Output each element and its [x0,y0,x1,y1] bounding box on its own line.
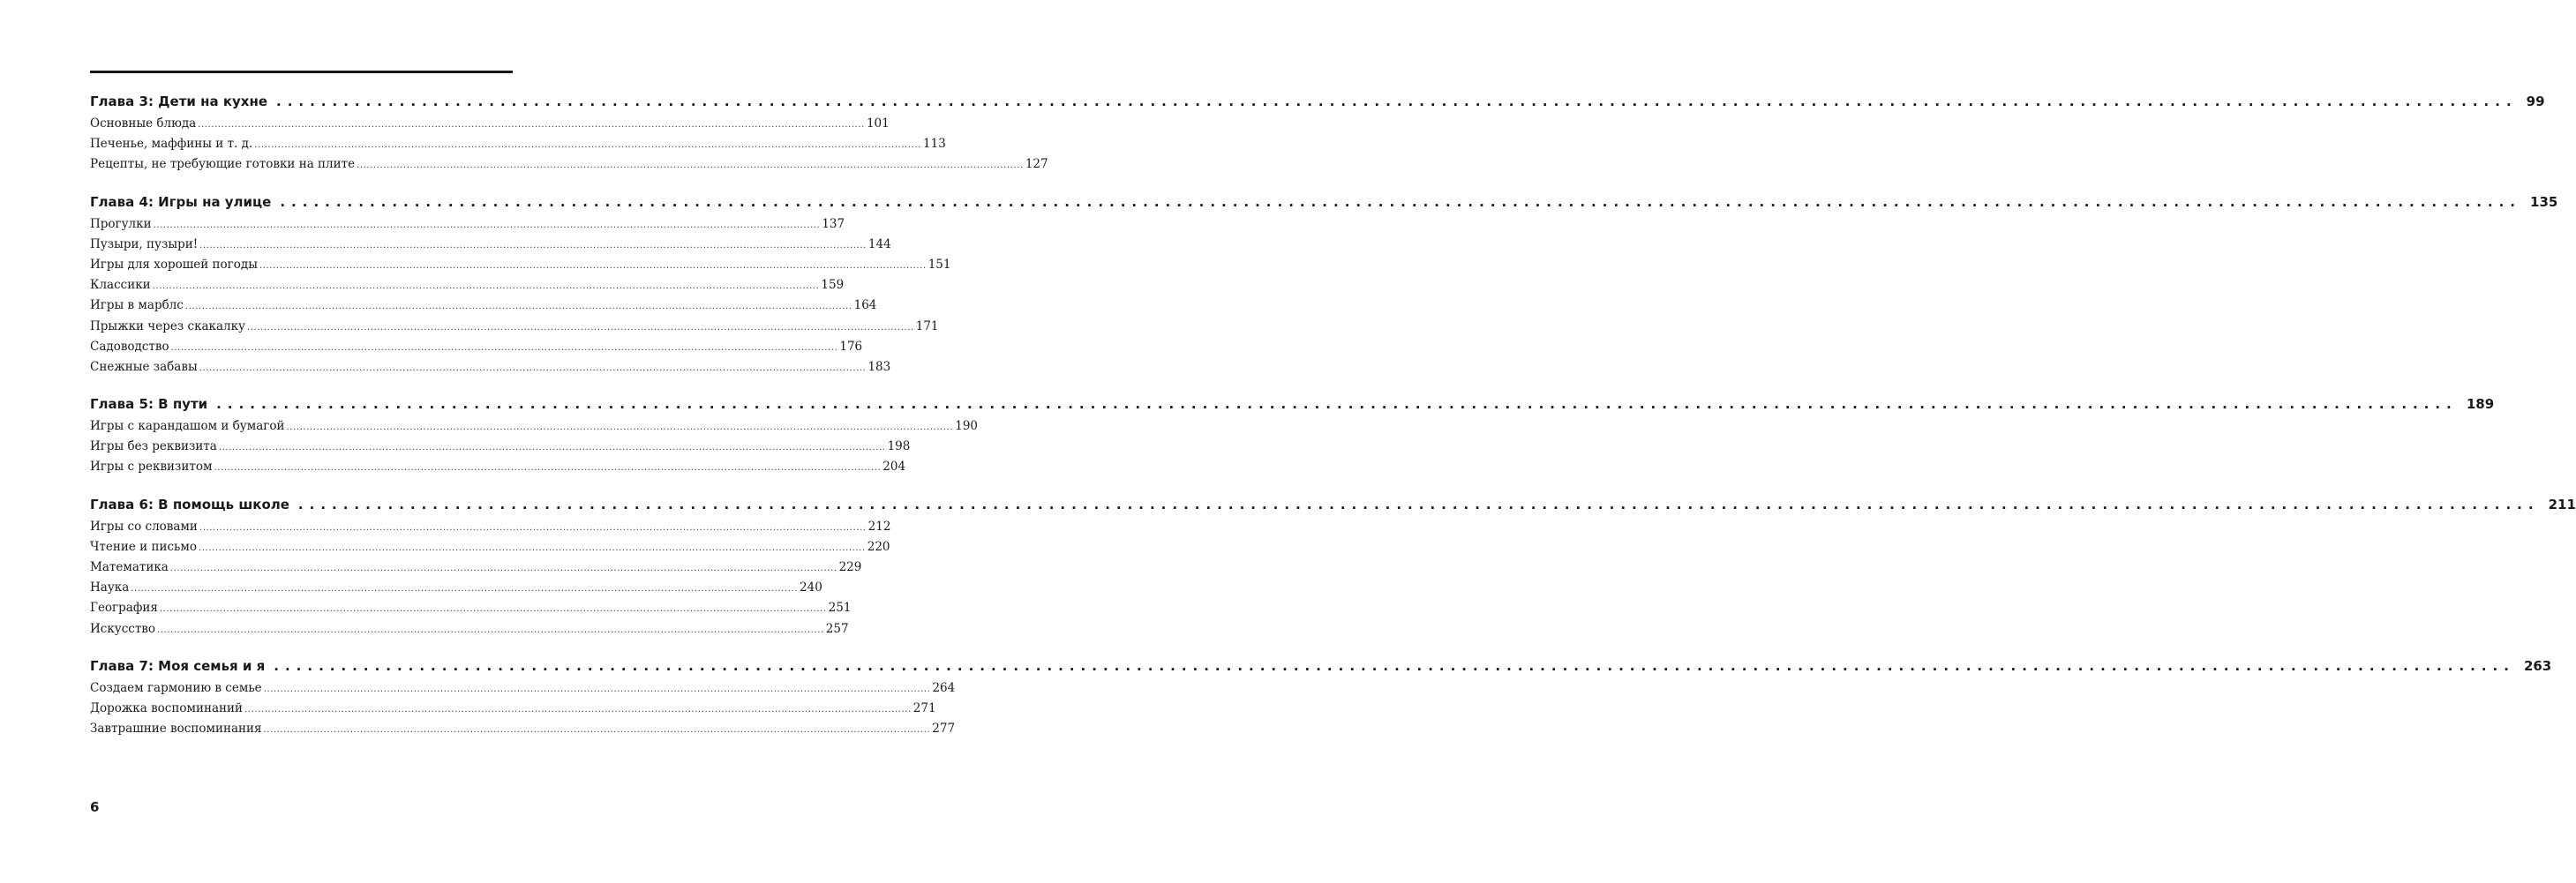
toc-entry [90,700,936,722]
entry-page-number: 151 [928,257,951,272]
entry-page-number: 127 [1025,157,1048,172]
entry-page-number: 277 [932,722,956,737]
dot-leader: ........................................................................................................................................................................................................ [159,604,827,615]
chapter-section [90,396,2495,481]
dot-leader: ........................................................................................................................................................................................................ [157,625,824,635]
toc-entry [90,560,862,580]
toc-entry [90,116,890,137]
entry-page-number: 144 [867,236,891,251]
toc-entry [90,621,849,642]
dot-leader: ........................................................................................................................................................................................................ [286,423,954,433]
toc-entry [90,137,946,157]
chapter-heading [90,396,2495,419]
entry-title: Игры в марблс [90,298,184,313]
entry-title: Игры с реквизитом [90,460,213,475]
chapter-heading [90,496,2576,520]
chapter-page-number: 99 [2526,94,2545,109]
toc-entry [90,580,822,601]
entry-page-number: 204 [882,460,906,475]
chapter-title: Глава 3: Дети на кухне [90,94,267,109]
chapter-section [90,94,2545,178]
entry-title: Прыжки через скакалку [90,318,245,333]
entry-title: Игры для хорошей погоды [90,257,258,272]
chapter-heading [90,657,2552,681]
top-rule [90,71,513,73]
entry-page-number: 229 [838,560,862,574]
entry-title: Завтрашние воспоминания [90,722,262,737]
chapter-title: Глава 7: Моя семья и я [90,657,266,674]
entry-page-number: 264 [932,680,956,695]
toc-entry [90,359,891,380]
entry-title: Садоводство [90,339,169,354]
dot-leader: ........................................................................................................................................................................................................ [276,94,2518,109]
dot-leader: ........................................................................................................................................................................................................ [199,522,867,533]
entry-page-number: 198 [887,439,911,454]
entry-title: Чтение и письмо [90,539,197,554]
chapter-section [90,193,2558,381]
dot-leader: ........................................................................................................................................................................................................ [199,240,867,251]
toc-entry [90,722,956,742]
entry-title: Дорожка воспоминаний [90,700,244,715]
dot-leader: ........................................................................................................................................................................................................ [263,725,931,736]
dot-leader: ........................................................................................................................................................................................................ [214,463,882,474]
dot-leader: ........................................................................................................................................................................................................ [244,704,912,715]
toc-entry [90,216,845,237]
page-number: 6 [90,799,100,815]
toc-entry [90,339,863,360]
entry-page-number: 171 [915,318,939,333]
entry-title: Создаем гармонию в семье [90,680,262,695]
toc-entry [90,601,852,621]
toc-entry [90,419,979,439]
toc-entry [90,460,906,480]
dot-leader: ........................................................................................................................................................................................................ [169,564,837,573]
chapter-page-number: 135 [2530,193,2558,210]
entry-title: Классики [90,278,151,293]
chapter-page-number: 189 [2466,396,2495,413]
entry-title: Печенье, маффины и т. д. [90,137,253,152]
dot-leader: ........................................................................................................................................................................................................ [184,302,852,312]
toc-entry [90,318,939,340]
entry-title: География [90,601,158,616]
dot-leader: ........................................................................................................................................................................................................ [259,260,927,271]
entry-page-number: 257 [825,621,849,636]
entry-title: Игры с карандашом и бумагой [90,419,285,434]
entry-page-number: 190 [955,419,979,434]
entry-page-number: 240 [800,580,822,595]
entry-page-number: 251 [828,601,852,616]
chapter-title: Глава 5: В пути [90,396,208,413]
toc-entry [90,278,845,298]
dot-leader: ........................................................................................................................................................................................................ [297,496,2540,513]
chapter-page-number: 263 [2523,657,2552,674]
entry-title: Математика [90,560,169,574]
entry-page-number: 159 [821,278,845,293]
entry-title: Наука [90,580,130,595]
entry-title: Рецепты, не требующие готовки на плите [90,157,356,172]
entry-page-number: 220 [867,539,890,554]
dot-leader: ........................................................................................................................................................................................................ [357,161,1024,171]
dot-leader: ........................................................................................................................................................................................................ [280,193,2522,210]
entry-page-number: 176 [839,339,863,354]
entry-page-number: 183 [867,359,891,374]
dot-leader: ........................................................................................................................................................................................................ [131,584,799,595]
chapter-title: Глава 4: Игры на улице [90,193,272,210]
dot-leader: ........................................................................................................................................................................................................ [274,657,2515,674]
entry-page-number: 164 [853,298,877,313]
toc-entry [90,298,877,318]
toc-entry [90,519,891,540]
chapter-section [90,496,2576,642]
dot-leader: ........................................................................................................................................................................................................ [153,220,821,230]
entry-page-number: 101 [866,116,890,131]
entry-title: Пузыри, пузыри! [90,236,199,251]
chapter-heading [90,193,2558,217]
chapter-title: Глава 6: В помощь школе [90,496,289,513]
dot-leader: ........................................................................................................................................................................................................ [199,363,867,373]
dot-leader: ........................................................................................................................................................................................................ [254,140,922,151]
entry-title: Игры без реквизита [90,439,217,454]
entry-title: Прогулки [90,216,152,231]
dot-leader: ........................................................................................................................................................................................................ [170,342,838,353]
entry-page-number: 212 [867,519,891,534]
entry-title: Игры со словами [90,519,198,534]
table-of-contents [90,94,2576,758]
toc-entry [90,257,951,278]
entry-title: Искусство [90,621,156,636]
dot-leader: ........................................................................................................................................................................................................ [218,443,886,453]
entry-title: Основные блюда [90,116,197,131]
dot-leader: ........................................................................................................................................................................................................ [198,120,865,130]
toc-entry [90,680,956,701]
dot-leader: ........................................................................................................................................................................................................ [263,684,931,694]
toc-entry [90,439,911,460]
entry-page-number: 137 [822,216,845,231]
chapter-heading [90,94,2545,116]
toc-entry [90,236,891,258]
dot-leader: ........................................................................................................................................................................................................ [152,281,820,292]
entry-title: Снежные забавы [90,359,198,374]
dot-leader: ........................................................................................................................................................................................................ [199,543,866,553]
toc-entry [90,539,890,560]
entry-page-number: 271 [912,700,936,715]
entry-page-number: 113 [923,137,946,152]
chapter-page-number: 211 [2548,496,2576,513]
chapter-section [90,657,2552,743]
dot-leader: ........................................................................................................................................................................................................ [247,322,914,333]
toc-entry [90,157,1048,177]
dot-leader: ........................................................................................................................................................................................................ [216,396,2458,413]
